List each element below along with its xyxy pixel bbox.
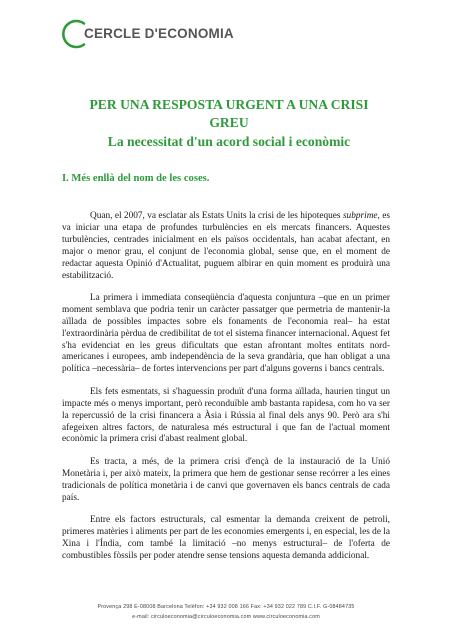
paragraph-text: Els fets esmentats, si s'haguessin produït d'una forma aïllada, haurien tingut un impacte més o menys important, però reconduïble amb bastanta rapidesa, com ho va ser la repercussió de la crisi financera a Àsia i Rússia al final dels anys 90. Però ara s'hi afegeixen altres factors, de naturalesa més estructural i que fan de l'actual moment econòmic la primera crisi d'abast realment global. — [62, 386, 390, 445]
paragraph — [62, 293, 390, 376]
paragraph — [62, 211, 390, 282]
logo-text: CERCLE D'ECONOMIA — [84, 26, 234, 41]
paragraph-text: Entre els factors estructurals, cal esmentar la demanda creixent de petroli, primeres matèries i aliments per part de les economies emergents i, en especial, les de la Xina i l'Índia, com també la limitació –no menys estructural– de l'oferta de combustibles fòssils per poder atendre sense tensions aquesta demanda addicional. — [62, 514, 390, 561]
paragraph-text: Es tracta, a més, de la primera crisi d'ençà de la instauració de la Unió Monetària i, per això mateix, la primera que hem de gestionar sense recórrer a les eines tradicionals de política monetària i de canvi que governaven els bancs centrals de cada país. — [62, 456, 390, 503]
paragraph — [62, 515, 390, 563]
footer-contact: e-mail: circuloeconomia@circuloeconomia.com www.circuloeconomia.com — [132, 614, 320, 620]
paragraph-text: Quan, el 2007, va esclatar als Estats Units la crisi de les hipoteques — [90, 211, 343, 221]
document-title-line-1: PER UNA RESPOSTA URGENT A UNA CRISI — [89, 97, 369, 112]
footer-address: Provença 298 E-08008 Barcelona Telèfon: +34 932 008 166 Fax: +34 932 022 789 C.I.F. G-08484735 — [97, 604, 355, 610]
logo — [62, 19, 232, 51]
paragraph-text: La primera i immediata conseqüència d'aquesta conjuntura –que en un primer moment semblava que podria tenir un caràcter passatger que permetria de mantenir-la aïllada de possibles impactes sobre els fonaments de l'economia real– ha estat l'extraordinària pèrdua de credibilitat de tot el sistema financer internacional. Aquest fet s'ha evidenciat en les greus dificultats que estan afrontant moltes entitats nord-americanes i europees, amb independència de la seva grandària, que han obligat a una política –necessària– de fortes intervencions per part d'alguns governs i bancs centrals. — [62, 292, 390, 375]
document-subtitle: La necessitat d'un acord social i econòmic — [107, 134, 351, 149]
paragraph-italic-term: subprime — [342, 211, 378, 221]
paragraph — [62, 457, 390, 505]
section-heading: I. Més enllà del nom de les coses. — [62, 173, 210, 184]
document-title-line-2: GREU — [209, 115, 249, 130]
document-body — [62, 211, 390, 573]
paragraph — [62, 387, 390, 447]
paragraph-text-continued: , es va iniciar una etapa de profundes turbulències en els mercats financers. Aquestes turbulències, centrades inicialment en els països occidentals, han acabat afectant, en major o menor grau, el conjunt de l'economia global, sense que, en el moment de redactar aquesta Opinió d'Actualitat, puguem albirar en quin moment es produirà una estabilització. — [62, 211, 390, 281]
